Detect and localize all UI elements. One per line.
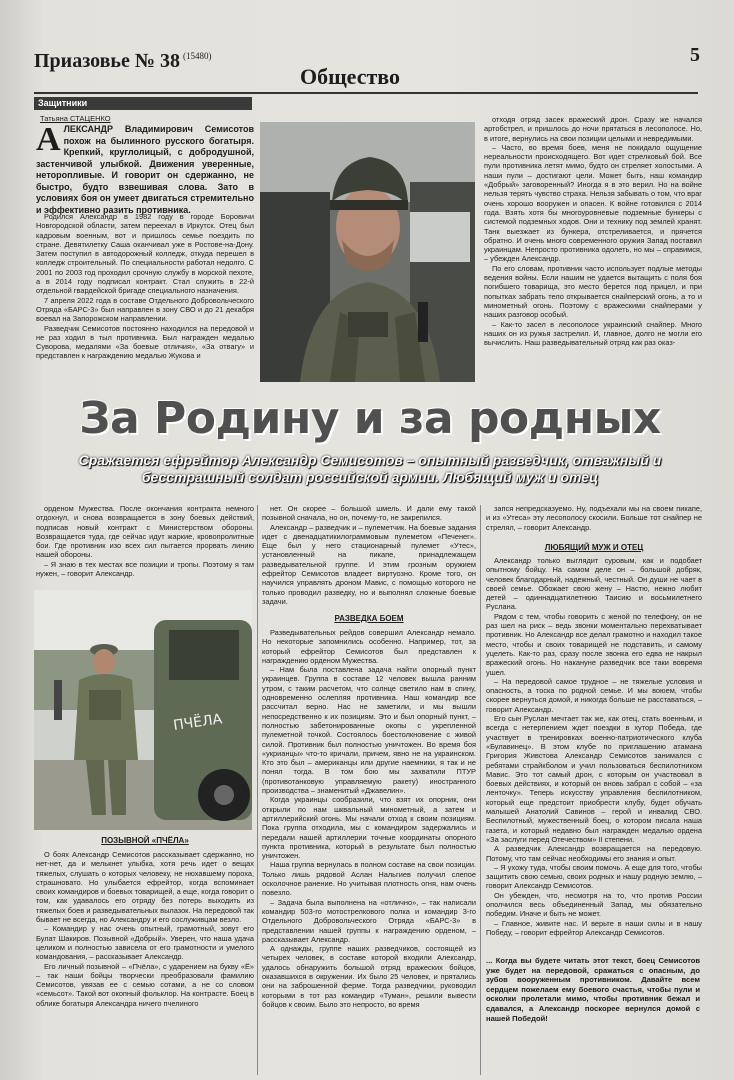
paragraph: – Главное, живите нас. И верьте в наши силы и в нашу Победу, – говорит ефрейтор Александр Семисотов. bbox=[486, 918, 702, 937]
column-3-bottom bbox=[486, 556, 702, 954]
issue-number: (15480) bbox=[182, 51, 212, 62]
paragraph: Рядом с тем, чтобы говорить с женой по телефону, он не раз шел на риск – ведь звонки моментально перехватывает противник. Но Александр все делал грамотно и находил такое место, чтобы и своих товарищей не подставить, и самому уцелеть. Как-то раз, сразу после звонка его едва не накрыл вражеский огонь. Но накануне разведчик все таки вовремя ушел. bbox=[486, 611, 702, 677]
newspaper-name: Приазовье № 38 $^{(15480)}$ bbox=[34, 50, 212, 72]
section-title: Общество bbox=[300, 64, 401, 89]
paragraph: 7 апреля 2022 года в составе Отдельного Добровольческого Отряда «БАРС-3» был направлен в зону СВО и до 21 декабря воевал на Запорожском направлении. bbox=[36, 295, 254, 324]
lead-paragraph bbox=[36, 121, 254, 216]
paragraph: Александр только выглядит суровым, как и подобает опытному бойцу. На самом деле он – большой добряк, человек благодарный, надежный, честный. Он души не чает в своей семье. Обожает свою жену – Настю, нежно любит детей – одиннадцатилетнюю Таисию и восьмилетнего Руслана. bbox=[486, 556, 702, 612]
portrait-illustration bbox=[260, 122, 475, 382]
column-3-top bbox=[484, 115, 702, 380]
paragraph: Он убежден, что, несмотря на то, что против России ополчился весь объединенный Запад, мы обязательно победим. Иначе и быть не может. bbox=[486, 890, 702, 919]
column-1-bottom bbox=[36, 850, 254, 1075]
paragraph: Разведывательных рейдов совершил Александр немало. Но некоторые запомнились особенно. Например, тот, за который ефрейтор Семисотов был представлен к награждению орденом Мужества. bbox=[262, 628, 476, 665]
paragraph: отходя отряд засек вражеский дрон. Сразу же начался артобстрел, и пришлось до ночи прятаться в лесополосе. Но, в итоге, вернулись на свои позиции целыми и невредимыми. bbox=[484, 115, 702, 143]
paragraph: Его личный позывной – «Пчёла», с ударением на букву «Ё» – так наши бойцы творчески преобразовали фамилию Семисотов, увязав ее с семью сотами, а не со словом «семьсот». Такой вот окопный фольклор. На контрасте. Боец в облике богатыря Александра ничего пчелиного bbox=[36, 961, 254, 1008]
paragraph: нет. Он скорее – большой шмель. И дали ему такой позывной сначала, но он, почему-то, не закрепился. bbox=[262, 504, 476, 523]
drop-cap: А bbox=[36, 121, 61, 158]
paragraph: – Задача была выполнена на «отлично», – так написали командир 503-го мотострелкового полка и командир 3-го Отдельного Добровольческого Отряда «БАРС-3» в представлении нашей группы к награждению орденом, – рассказывает Александр. bbox=[262, 897, 476, 944]
paragraph: О боях Александр Семисотов рассказывает сдержанно, но нет-нет, да и мелькнет улыбка, хотя речь идет о вещах тяжелых, слушать о которых человеку, не нюхавшему пороха, страшновато. Но улыбается ефрейтор, когда вспоминает своих командиров и боевых товарищей, а еще, когда говорит о том, как удавалось его отряду без потерь выходить из тяжелых боев и разведывательных вылазок. На передовой так бывает не всегда, но Александру и его сослуживцам везло. bbox=[36, 850, 254, 925]
paragraph: – Я ухожу туда, чтобы своим помочь. А еще для того, чтобы защитить свою семью, своих родных и нашу родную землю, – говорит Александр Семисотов. bbox=[486, 862, 702, 891]
paragraph: – Я знаю в тех местах все позиции и тропы. Поэтому я там нужен, – говорит Александр. bbox=[36, 559, 254, 579]
paragraph: Наша группа вернулась в полном составе на свои позиции. Только лишь рядовой Аслан Нальгиев получил слепое осколочное ранение. Но учитывая плотность огня, нам очень повезло. bbox=[262, 860, 476, 898]
column-3-intro bbox=[486, 504, 702, 540]
lead-text: ЛЕКСАНДР Владимирович Семисотов похож на былинного русского богатыря. Крепкий, круглолицый, с добродушной, застенчивой улыбкой. Движения уверенные, неторопливые. И говорит он сдержанно, не быстро, будто взвешивая слова. Зато в условиях боя он умеет двигаться стремительно и эффективно разить противника. bbox=[36, 124, 254, 215]
paragraph: – Как-то засел в лесополосе украинский снайпер. Много наших он из ружья застрелил. И, главное, долго не могли его вычислить. Наш разведывательный отряд как раз оказ- bbox=[484, 319, 702, 348]
column-1-intro bbox=[36, 504, 254, 588]
paragraph: – На передовой самое трудное – не тяжелые условия и опасность, а тоска по родной семье. И мы воюем, чтобы скорее вернуться домой, и никогда больше не расставаться, – говорит Александр. bbox=[486, 676, 702, 714]
closing-paragraph: ... Когда вы будете читать этот текст, боец Семисотов уже будет на передовой, сражаться с опасным, до зубов вооруженным противником. Давайте всем сердцем пожелаем ему боевого счастья, чтобы пули и осколки пролетали мимо, чтобы противник бежал и сдавался, а Александр поскорее вернулся домой с нашей Победой! bbox=[486, 956, 700, 1023]
header-rule bbox=[34, 92, 698, 94]
column-1-top bbox=[36, 212, 254, 380]
truck-illustration bbox=[34, 590, 252, 830]
author-byline: Татьяна СТАЦЕНКО bbox=[40, 114, 111, 123]
subhead-recon: РАЗВЕДКА БОЕМ bbox=[334, 614, 404, 623]
paragraph: орденом Мужества. После окончания контракта немного отдохнул, и снова возвращается в зону боевых действий, подписав новый контракт с Министерством обороны. Возвращается туда, где сейчас идут жаркие, кровопролитные бои. Где противник изо всех сил пытается прорвать линию нашей обороны. bbox=[36, 504, 254, 560]
paragraph: По его словам, противник часто использует подлые методы ведения войны. Если нашим не удается вытащить с поля боя погибшего товарища, это место берется под прицел, и при попытках забрать тело открывается снайперский огонь, а то и минометный огонь. Поэтому с вражескими снайперами у наших разговор особый. bbox=[484, 263, 702, 320]
column-2-top bbox=[262, 504, 476, 608]
paragraph: А разведчик Александр возвращается на передовую. Потому, что там сейчас необходимы его знания и опыт. bbox=[486, 844, 702, 863]
column-2-bottom bbox=[262, 628, 476, 1075]
page-number: 5 bbox=[690, 44, 700, 66]
paragraph: Когда украинцы сообразили, что взят их опорник, они открыли по нам шквальный минометный, а затем и артиллерийский огонь. Мы начали отход к своим позициям. Пока группа отходила, мы с командиром задержались и передали нашей артиллерии точные координаты опорного пункта противника, который в результате был полностью уничтожен. bbox=[262, 795, 476, 861]
column-divider bbox=[257, 505, 258, 1075]
photo-soldier-by-truck bbox=[34, 590, 252, 830]
paragraph: – Нам была поставлена задача найти опорный пункт украинцев. Группа в составе 12 человек вышла ранним утром, с таким расчетом, что солнце светило нам в спину, одновременно ослепляя противника. Наш командир все рассчитал верно. Нас не заметили, и мы вышли непосредственно к их позициям. Это и был опорный пункт, – полностью забетонированные окопы с укрепленной пулеметной точкой. Состоялось боестолкновение с живой силой. Противник был полностью уничтожен. Во время боя «укрианцы» что-то кричали, причем, явно не на украинском. Кто это был – американцы или другие наемники, я так и не понял тогда. В том бою мы захватили ПТУР (противотанковую управляемую ракету) иностранного производства – знаменитый «Джавелин». bbox=[262, 665, 476, 796]
paragraph: Разведчик Семисотов постоянно находился на передовой и не раз ходил в тыл противника. Был награжден медалью Суворова, медалями «За боевые отличия», «За отвагу» и представлен к награждению медалью Жукова и bbox=[36, 323, 254, 361]
paragraph: Александр – разведчик и – пулеметчик. На боевые задания идет с двенадцатикилограммовым пулеметом «Печенег». Еще был у него стационарный пулемет «Утес», установленный на пикапе, принадлежащем разведывательной группе. И этим грозным оружием ефрейтор Семисотов владеет виртуозно. Кроме того, он научился управлять дроном Мавис, с помощью которого не только проводил разведку, но и выполнял сложные боевые задачи. bbox=[262, 522, 476, 606]
subhead-family: ЛЮБЯЩИЙ МУЖ И ОТЕЦ bbox=[544, 543, 644, 552]
column-divider bbox=[480, 505, 481, 1075]
subhead-callsign: ПОЗЫВНОЙ «ПЧЁЛА» bbox=[101, 836, 189, 845]
rubric-label: Защитники bbox=[34, 97, 252, 110]
photo-soldier-portrait bbox=[260, 122, 475, 382]
paragraph: А однажды, группе наших разведчиков, состоящей из четырех человек, в составе которой входили Александр, удалось обнаружить большой отряд вражеских бойцов, оказавшихся в окружении. Их было 25 человек, и прятались они на заброшенной ферме. Тогда разведчики, руководил которыми в тот раз командир «Туман», решили вывести бойцов к своим. Было это непросто, во время bbox=[262, 944, 476, 1009]
paragraph: – Командир у нас очень опытный, грамотный, зовут его Булат Шакиров. Позывной «Добрый». Уверен, что наша удача целиком и полностью зависела от его грамотности и умелого командования, – рассказывает Александр. bbox=[36, 924, 254, 962]
article-headline: За Родину и за родных bbox=[79, 393, 661, 444]
article-deck: Сражается ефрейтор Александр Семисотов – опытный разведчик, отважный и бесстрашный солдат российской армии. Любящий муж и отец bbox=[78, 452, 662, 485]
truck-graffiti: ПЧЁЛА bbox=[172, 711, 224, 734]
paragraph: Родился Александр в 1982 году в городе Боровичи Новгородской области, затем переехал в Иркутск. Отец был кадровым военным, вот и пришлось семье поездить по стране. Девятилетку Саша оканчивал уже в Ростове-на-Дону. Затем поступил в автодорожный колледж, откуда перешел в колледж строительный. По специальности работал недолго. С 2001 по 2003 год проходил срочную службу в морской пехоте, а в 2014 году подписал контракт. Стал служить в 22-й отдельной гвардейской бригаде специального назначения. bbox=[36, 212, 254, 296]
paragraph: запся непредсказуемо. Ну, подъехали мы на своем пикапе, и из «Утеса» эту лесополосу скосили. Больше тот снайпер не стрелял, – говорит Александр. bbox=[486, 504, 702, 532]
paragraph: – Часто, во время боев, меня не покидало ощущение нереальности происходящего. Вот идет стрелковый бой. Все пули противника летят мимо, будто он стреляет холостыми. А наши пули – достигают цели. Может быть, наш командир «Добрый» заговоренный? Иногда я в это верил. Но на войне нельзя терять чувство страха. Нельзя забывать о том, что враг очень хорошо вооружен и опасен. К войне готовился с 2014 года. Взять хотя бы многоуровневые подземные бункеры с системой подземных ходов. Они и технику под землей хранят. Танк выезжает из бункера, отстреливается, и прячется обратно. И очень много современного оружия Запад поставил украинцам. Непросто противника одолеть, но мы – справимся, – убежден Александр. bbox=[484, 142, 702, 264]
paragraph: Его сын Руслан мечтает так же, как отец, стать военным, и всегда с нетерпением ждет поездки в хутор Победа, где участвует в тренировках военно-патриотического клуба «Булавинец». В этом клубе по приглашению атамана Григория Живстова Александр Семисотов занимался с ребятами страйкболом и учил пользоваться беспилотником Мавис. Это тот самый дрон, с которым он участвовал в боевых действиях, и который он вновь забрал с собой – «за ленточку». Теперь искусству управления беспилотником, который еще предстоит приобрести клубу, будет обучать малышей Анатолий Савинов – герой и инвалид СВО. Беспилотный, мужественный боец, о котором писала наша газета, и который недавно был награжден медалью ордена «За заслуги перед Отечеством» II степени. bbox=[486, 714, 702, 844]
